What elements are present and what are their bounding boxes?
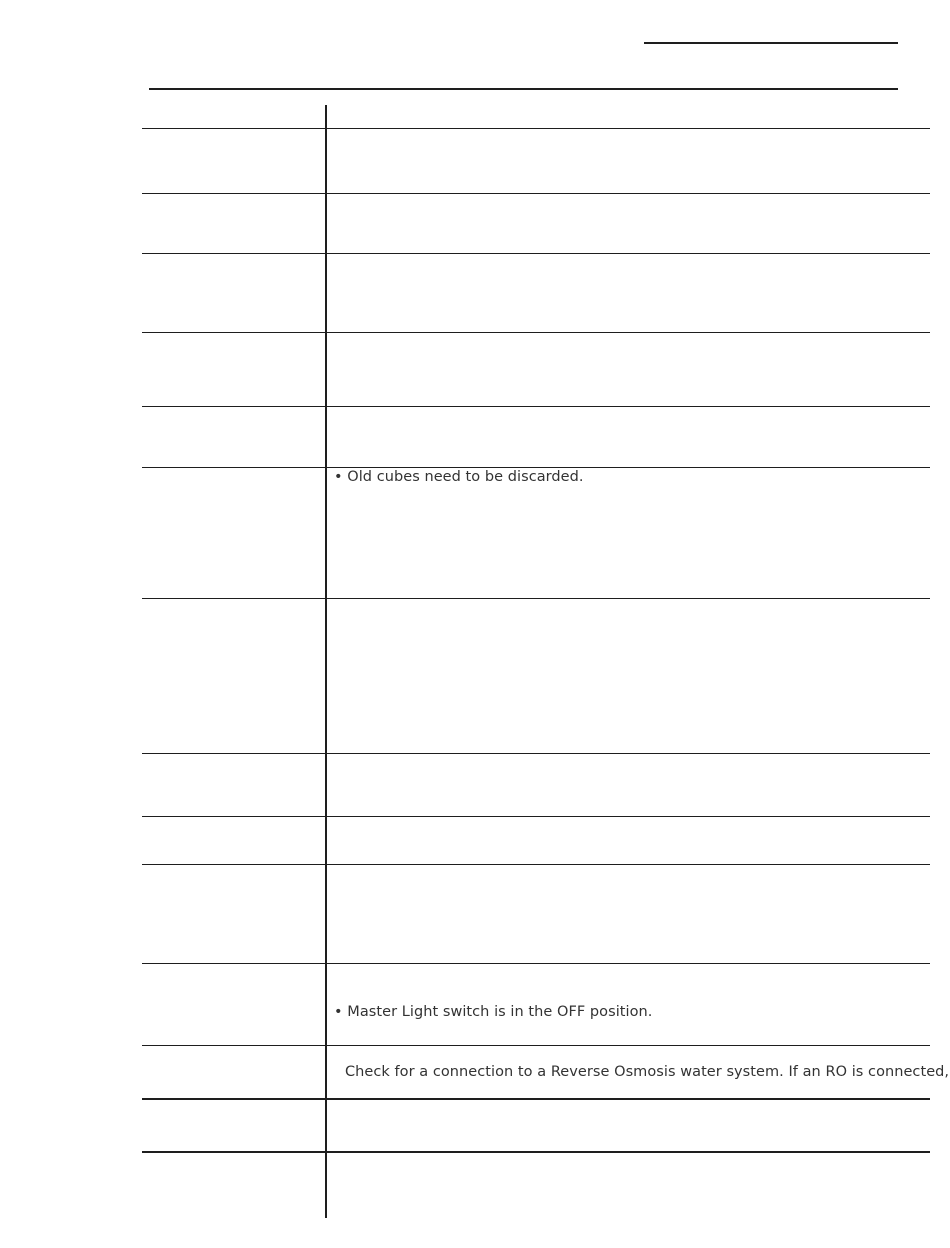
row-separator [142, 816, 930, 817]
row-separator [142, 598, 930, 599]
row-separator [142, 963, 930, 964]
row-separator-bold [142, 1098, 930, 1100]
row-11-solution-text: • Master Light switch is in the OFF position. [334, 1004, 653, 1020]
row-6-solution-text: • Old cubes need to be discarded. [334, 469, 584, 485]
row-separator-bold [142, 1151, 930, 1153]
row-separator [142, 864, 930, 865]
row-separator [142, 1045, 930, 1046]
row-separator [142, 193, 930, 194]
row-separator [142, 467, 930, 468]
row-separator [142, 332, 930, 333]
row-separator [142, 128, 930, 129]
row-separator [142, 753, 930, 754]
row-12-solution-text: Check for a connection to a Reverse Osmosis water system. If an RO is connected, [345, 1064, 950, 1080]
header-short-rule [644, 42, 898, 44]
row-separator [142, 406, 930, 407]
table-column-divider [325, 105, 327, 1218]
row-separator [142, 253, 930, 254]
header-long-rule [149, 88, 898, 90]
